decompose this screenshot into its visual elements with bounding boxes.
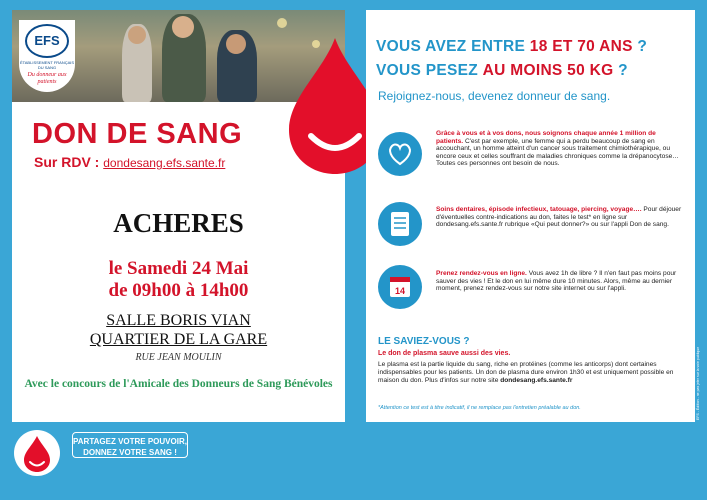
venue-street: RUE JEAN MOULIN xyxy=(135,352,222,363)
small-drop-badge xyxy=(14,430,60,476)
weight-question xyxy=(376,62,628,80)
plasma-heading: Le don de plasma sauve aussi des vies. xyxy=(378,350,511,357)
efs-logo xyxy=(19,20,75,92)
hands-heart-icon xyxy=(378,132,422,176)
rdv-label: Sur RDV xyxy=(34,154,91,170)
info-block-patients-lead: Grâce à vous et à vos dons, nous soignons chaque année 1 million de patients. xyxy=(436,130,656,145)
age-question-pre: VOUS AVEZ ENTRE xyxy=(376,38,530,55)
rdv-link[interactable]: dondesang.efs.sante.fr xyxy=(103,156,226,170)
info-block-rdv-text: Vous avez 1h de libre ? Il n'en faut pas moins pour sauver des vies ! Et le don en lui même dure 10 minutes. Alors, même au dernier moment, prenez rendez-vous sur notre site internet ou sur l'appli. xyxy=(436,270,677,293)
age-question xyxy=(376,38,647,56)
calendar-icon xyxy=(378,265,422,309)
small-blood-drop-icon xyxy=(14,430,60,476)
age-question-post: ? xyxy=(632,38,648,55)
efs-logo-tagline: Du donneur aux patients xyxy=(27,72,67,85)
plasma-text-body: Le plasma est la partie liquide du sang, riche en protéines (comme les anticorps) dont certaines indispensables pour les patients. Un don de plasma dure environ 1h30 et est uniquement possible en maison du don. Plus d'infos sur notre site xyxy=(378,361,674,384)
slogan-line-2: DONNEZ VOTRE SANG ! xyxy=(83,448,177,457)
info-block-test-text: Pour déjouer d'éventuelles contre-indications au don, faites le test* en ligne sur dondesang.efs.sante.fr rubrique «Qui peut donner?» ou sur l'appli Don de sang. xyxy=(436,206,682,229)
slogan-line-1: PARTAGEZ VOTRE POUVOIR, xyxy=(73,437,187,446)
don-de-sang-title: DON DE SANG xyxy=(32,118,243,150)
event-date: le Samedi 24 Mai xyxy=(108,258,249,279)
age-range: 18 ET 70 ANS xyxy=(529,38,633,55)
event-hours: de 09h00 à 14h00 xyxy=(108,280,249,301)
calendar-day: 14 xyxy=(394,286,406,296)
efs-logo-org: ÉTABLISSEMENT FRANÇAIS DU SANG xyxy=(19,60,75,70)
plasma-text xyxy=(378,361,686,385)
saviez-vous-title: LE SAVIEZ-VOUS ? xyxy=(378,336,470,347)
weight-question-pre: VOUS PESEZ xyxy=(376,62,483,79)
city-name: ACHERES xyxy=(113,208,244,238)
checklist-icon xyxy=(378,202,422,246)
info-block-test-lead: Soins dentaires, épisode infectieux, tatouage, piercing, voyage…. xyxy=(436,206,642,213)
info-block-patients-text: C'est par exemple, une femme qui a perdu beaucoup de sang en accouchant, un homme atteint d'un cancer sous traitement chimiothérapique, ou encore ceux et celles souffrant de maladies chroniques comme la drépanocytose… Toutes ces personnes ont besoin de nous. xyxy=(436,137,679,168)
info-block-test xyxy=(436,206,682,229)
slogan-bubble xyxy=(72,432,188,458)
venue-district: QUARTIER DE LA GARE xyxy=(89,331,268,348)
info-block-rdv xyxy=(436,270,682,293)
weight-min: AU MOINS 50 KG xyxy=(482,62,614,79)
partner-line: Avec le concours de l'Amicale des Donneurs de Sang Bénévoles xyxy=(24,378,333,390)
side-legal-text: EFS - Édition - ne pas jeter sur la voie publique xyxy=(696,346,700,420)
info-block-patients xyxy=(436,130,682,168)
test-note: *Attention ce test est à titre indicatif, il ne remplace pas l'entretien préalable au don. xyxy=(378,405,581,411)
info-block-rdv-lead: Prenez rendez-vous en ligne. xyxy=(436,270,527,277)
right-info-panel xyxy=(366,10,695,422)
weight-question-post: ? xyxy=(613,62,628,79)
plasma-link[interactable]: dondesang.efs.sante.fr xyxy=(500,377,573,384)
rdv-line: Sur RDV : dondesang.efs.sante.fr xyxy=(34,154,226,170)
venue-name: SALLE BORIS VIAN xyxy=(106,312,251,329)
join-us-text: Rejoignez-nous, devenez donneur de sang. xyxy=(378,89,611,103)
efs-logo-initials: EFS xyxy=(25,24,69,58)
